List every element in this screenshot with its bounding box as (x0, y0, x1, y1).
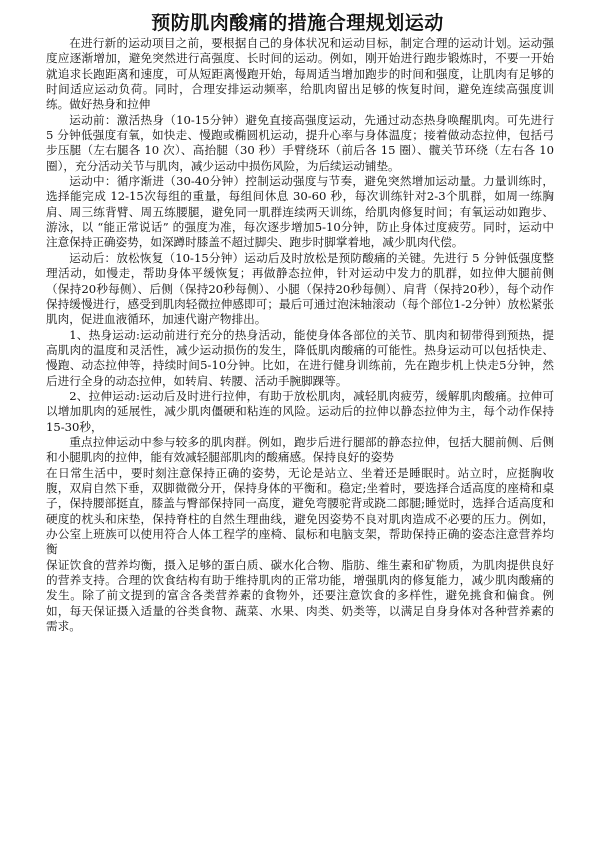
paragraph-warmup: 1、热身运动:运动前进行充分的热身活动，能使身体各部位的关节、肌肉和韧带得到预热，提高肌肉的温度和灵活性，减少运动损伤的发生，降低肌肉酸痛的可能性。热身运动可以包括快走、慢跑、动态拉伸等，持续时间5-10分钟。比如，在进行健身训练前，先在跑步机上快走5分钟，然后进行全身的动态拉伸，如转肩、转腰、活动手腕脚踝等。 (46, 327, 554, 388)
paragraph-post-exercise: 运动后：放松恢复（10-15分钟）运动后及时放松是预防酸痛的关键。先进行 5 分钟低强度整理活动，如慢走，帮助身体平缓恢复；再做静态拉伸，针对运动中发力的肌群，如拉伸大腿前侧（保持20秒每侧）、后侧（保持20秒每侧）、小腿（保持20秒每侧）、肩背（保持20秒），每个动作保持缓慢进行，感受到肌肉轻微拉伸感即可；最后可通过泡沫轴滚动（每个部位1-2分钟）放松紧张肌肉，促进血液循环，加速代谢产物排出。 (46, 250, 554, 327)
document-title: 预防肌肉酸痛的措施合理规划运动 (151, 12, 444, 34)
document-body (46, 36, 554, 634)
paragraph-stretching: 2、拉伸运动:运动后及时进行拉伸，有助于放松肌肉，减轻肌肉疲劳，缓解肌肉酸痛。拉伸可以增加肌肉的延展性，减少肌肉僵硬和粘连的风险。运动后的拉伸以静态拉伸为主，每个动作保持15-30秒， (46, 388, 554, 434)
paragraph-stretching-cont: 重点拉伸运动中参与较多的肌肉群。例如，跑步后进行腿部的静态拉伸，包括大腿前侧、后侧和小腿肌肉的拉伸，能有效减轻腿部肌肉的酸痛感。保持良好的姿势 (46, 434, 554, 465)
paragraph-during-exercise: 运动中：循序渐进（30-40分钟）控制运动强度与节奏，避免突然增加运动量。力量训练时，选择能完成 12-15次每组的重量，每组间休息 30-60 秒，每次训练针对2-3个肌群，如周一练胸肩、周三练背臂、周五练腰腿，避免同一肌群连续两天训练，给肌肉修复时间；有氧运动如跑步、游泳，以 “能正常说话” 的强度为准，每次逐步增加5-10分钟，防止身体过度疲劳。同时，运动中注意保持正确姿势，如深蹲时膝盖不超过脚尖、跑步时脚掌着地，减少肌肉代偿。 (46, 174, 554, 250)
paragraph-pre-exercise: 运动前：激活热身（10-15分钟）避免直接高强度运动，先通过动态热身唤醒肌肉。可先进行 5 分钟低强度有氧，如快走、慢跑或椭圆机运动，提升心率与身体温度；接着做动态拉伸，包括弓步压腿（左右腿各 10 次）、高抬腿（30 秒）手臂绕环（前后各 15 圈）、髋关节环绕（左右各 10 圈），充分活动关节与肌肉，减少运动中损伤风险，为后续运动铺垫。 (46, 112, 554, 173)
paragraph-nutrition: 保证饮食的营养均衡，摄入足够的蛋白质、碳水化合物、脂肪、维生素和矿物质，为肌肉提供良好的营养支持。合理的饮食结构有助于维持肌肉的正常功能，增强肌肉的修复能力，减少肌肉酸痛的发生。除了前文提到的富含各类营养素的食物外，还要注意饮食的多样性，避免挑食和偏食。例如，每天保证摄入适量的谷类食物、蔬菜、水果、肉类、奶类等，以满足自身身体对各种营养素的需求。 (46, 557, 554, 634)
paragraph-plan: 在进行新的运动项目之前，要根据自己的身体状况和运动目标，制定合理的运动计划。运动强度应逐渐增加，避免突然进行高强度、长时间的运动。例如，刚开始进行跑步锻炼时，不要一开始就追求长跑距离和速度，可从短距离慢跑开始，每周适当增加跑步的时间和强度，让肌肉有足够的时间适应运动负荷。同时，合理安排运动频率，给肌肉留出足够的恢复时间，避免连续高强度训练。做好热身和拉伸 (46, 36, 554, 112)
paragraph-posture: 在日常生活中，要时刻注意保持正确的姿势，无论是站立、坐着还是睡眠时。站立时，应挺胸收腹，双肩自然下垂，双脚微微分开，保持身体的平衡和。稳定;坐着时，要选择合适高度的座椅和桌子，保持腰部挺直，膝盖与臀部保持同一高度，避免弯腰驼背或跷二郎腿;睡觉时，选择合适高度和硬度的枕头和床垫，保持脊柱的自然生理曲线，避免因姿势不良对肌肉造成不必要的压力。例如，办公室上班族可以使用符合人体工程学的座椅、鼠标和电脑支架，帮助保持正确的姿态注意营养均衡 (46, 465, 554, 557)
